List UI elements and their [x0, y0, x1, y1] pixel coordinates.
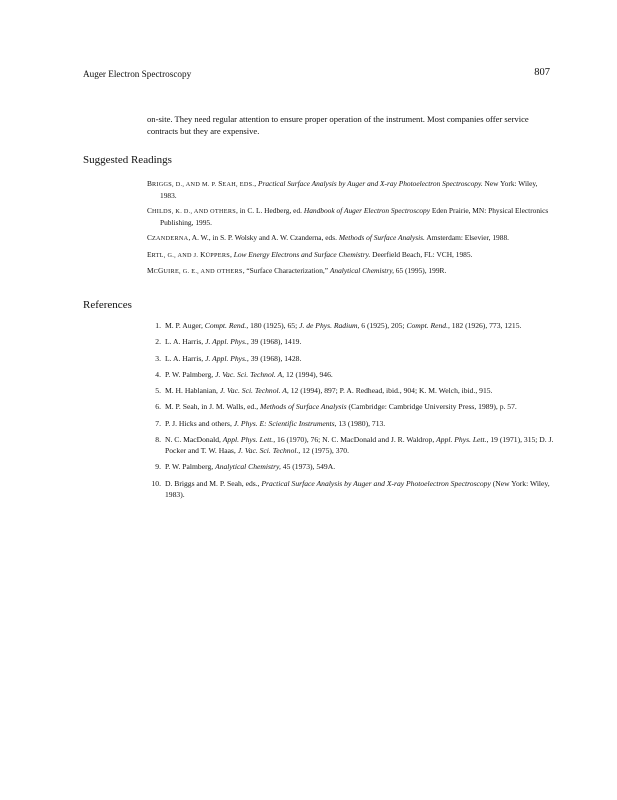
reference-item: [145, 320, 555, 331]
reading-title: Analytical Chemistry,: [329, 265, 394, 275]
reading-author-smallcaps: EAH, EDS.: [222, 181, 255, 188]
reference-text: , 12 (1975), 370.: [298, 446, 349, 456]
page-number: 807: [534, 67, 550, 78]
reading-publisher: Amsterdam: Elsevier, 1988.: [424, 233, 509, 243]
reading-title: Handbook of Auger Electron Spectroscopy: [303, 206, 431, 216]
reference-number: 1.: [155, 321, 161, 330]
reference-text: 6 (1925), 205;: [359, 321, 407, 330]
suggested-readings-list: [147, 178, 552, 281]
reading-author-initial: G: [158, 265, 164, 275]
reference-source: J. de Phys. Radium,: [299, 321, 360, 330]
reference-text: M. H. Hablanian,: [165, 386, 220, 396]
reference-number: 5.: [155, 386, 161, 396]
reference-number: 4.: [155, 369, 161, 379]
reference-text: , 39 (1968), 1428.: [246, 353, 302, 363]
reading-entry: [147, 249, 552, 261]
reference-text: (New York: Wiley, 1983).: [165, 478, 550, 499]
reading-entry: [147, 178, 552, 201]
reference-source: J. Appl. Phys.: [205, 337, 247, 347]
reference-text: 13 (1980), 713.: [336, 418, 386, 428]
reference-item: [145, 353, 555, 364]
reference-text: , 12 (1994), 897; P. A. Redhead, ibid., 904; K. M. Welch, ibid., 915.: [286, 386, 493, 396]
reading-author-initial: C: [147, 233, 152, 243]
reading-author-smallcaps: C: [153, 267, 159, 275]
reading-title: Low Energy Electrons and Surface Chemistry.: [233, 249, 371, 259]
reading-publisher: Eden Prairie, MN: Physical Electronics Publishing, 1995.: [160, 206, 549, 228]
reading-author-smallcaps: ÜPPERS: [205, 251, 231, 259]
reading-author-smallcaps: HILDS, K. D., AND OTHERS: [151, 208, 237, 216]
reference-source: Appl. Phys. Lett.: [222, 435, 274, 445]
reading-author-initial: B: [147, 179, 152, 188]
reference-source: J. Vac. Sci. Technol. A: [215, 369, 283, 379]
reference-source: J. Vac. Sci. Technol. A: [219, 386, 287, 396]
reference-text: M. P. Auger,: [165, 321, 205, 330]
references-list: [145, 320, 555, 505]
reference-source: Appl. Phys. Lett.: [436, 435, 487, 445]
reading-author-smallcaps: RIGGS, D., AND M. P.: [151, 181, 219, 188]
reference-number: 3.: [155, 353, 161, 363]
reading-text: , A. W., in S. P. Wolsky and A. W. Czanderna, eds.: [188, 233, 339, 243]
reading-author-initial: E: [147, 249, 152, 259]
reference-text: , 19 (1971), 315; D. J. Pocker and T. W. Haas,: [165, 435, 554, 456]
reading-author-initial: M: [147, 265, 154, 275]
reference-source: J. Vac. Sci. Technol.: [237, 446, 299, 456]
reference-text: N. C. MacDonald,: [165, 435, 223, 445]
reading-author-initial: S: [218, 179, 223, 188]
reading-author-initial: C: [147, 206, 152, 216]
reference-text: , 39 (1968), 1419.: [246, 337, 302, 347]
reference-number: 10.: [151, 478, 161, 488]
reference-source: Analytical Chemistry,: [215, 462, 281, 472]
reference-number: 8.: [155, 435, 161, 445]
reference-item: [145, 401, 555, 412]
reading-author-smallcaps: ZANDERNA: [151, 235, 189, 243]
reference-item: [145, 478, 555, 500]
reference-item: [145, 418, 555, 429]
intro-paragraph: on-site. They need regular attention to ensure proper operation of the instrument. Most companies offer service contracts but they are expensive.: [147, 114, 529, 136]
running-title: Auger Electron Spectroscopy: [83, 69, 192, 79]
reference-number: 2.: [155, 337, 161, 347]
reading-author-smallcaps: RTL, G., AND J.: [151, 251, 201, 259]
reference-text: , 16 (1970), 76; N. C. MacDonald and J. R. Waldrop,: [273, 435, 437, 445]
reference-text: , 12 (1994), 946.: [282, 369, 333, 379]
reference-text: (Cambridge: Cambridge University Press, 1989), p. 57.: [346, 402, 517, 412]
reference-text: P. J. Hicks and others,: [165, 418, 234, 428]
reading-text: ,: [254, 179, 258, 188]
reference-source: J. Appl. Phys.: [205, 353, 247, 363]
reference-source: Practical Surface Analysis by Auger and X-ray Photoelectron Spectroscopy: [261, 478, 491, 488]
reading-title: Practical Surface Analysis by Auger and X-ray Photoelectron Spectroscopy.: [257, 179, 483, 188]
reference-source: Compt. Rend.: [406, 321, 448, 330]
reading-entry: [147, 205, 552, 228]
reference-number: 6.: [155, 402, 161, 412]
reference-item: [145, 385, 555, 396]
reference-item: [145, 461, 555, 472]
reading-publisher: New York: Wiley, 1983.: [160, 179, 538, 200]
reference-item: [145, 434, 555, 456]
reference-text: L. A. Harris,: [165, 353, 206, 363]
reference-text: D. Briggs and M. P. Seah, eds.,: [165, 478, 262, 488]
reference-text: , 180 (1925), 65;: [246, 321, 300, 330]
reading-text: ,: [230, 249, 234, 259]
reading-author-smallcaps: UIRE, G. E., AND OTHERS: [163, 267, 243, 275]
reference-text: , 182 (1926), 773, 1215.: [448, 321, 522, 330]
reading-publisher: Deerfield Beach, FL: VCH, 1985.: [370, 249, 473, 259]
reading-title: Methods of Surface Analysis.: [338, 233, 425, 243]
reference-text: 45 (1973), 549A.: [280, 462, 336, 472]
reference-item: [145, 369, 555, 380]
reference-source: J. Phys. E: Scientific Instruments,: [233, 418, 337, 428]
reading-author-initial: K: [200, 249, 206, 259]
references-heading: References: [83, 299, 132, 311]
suggested-readings-heading: Suggested Readings: [83, 154, 172, 166]
reference-number: 7.: [155, 418, 161, 428]
reading-publisher: 65 (1995), 199R.: [393, 265, 447, 275]
reference-text: P. W. Palmberg,: [165, 369, 216, 379]
reading-entry: [147, 232, 552, 244]
reference-text: P. W. Palmberg,: [165, 462, 216, 472]
reference-source: Methods of Surface Analysis: [260, 402, 347, 412]
reading-text: , “Surface Characterization,”: [242, 265, 330, 275]
reference-source: Compt. Rend.: [204, 321, 247, 330]
reading-text: , in C. L. Hedberg, ed.: [236, 206, 304, 216]
reference-text: M. P. Seah, in J. M. Walls, ed.,: [165, 402, 261, 412]
reading-entry: [147, 265, 552, 277]
reference-item: [145, 336, 555, 347]
reference-number: 9.: [155, 462, 161, 472]
reference-text: L. A. Harris,: [165, 337, 206, 347]
